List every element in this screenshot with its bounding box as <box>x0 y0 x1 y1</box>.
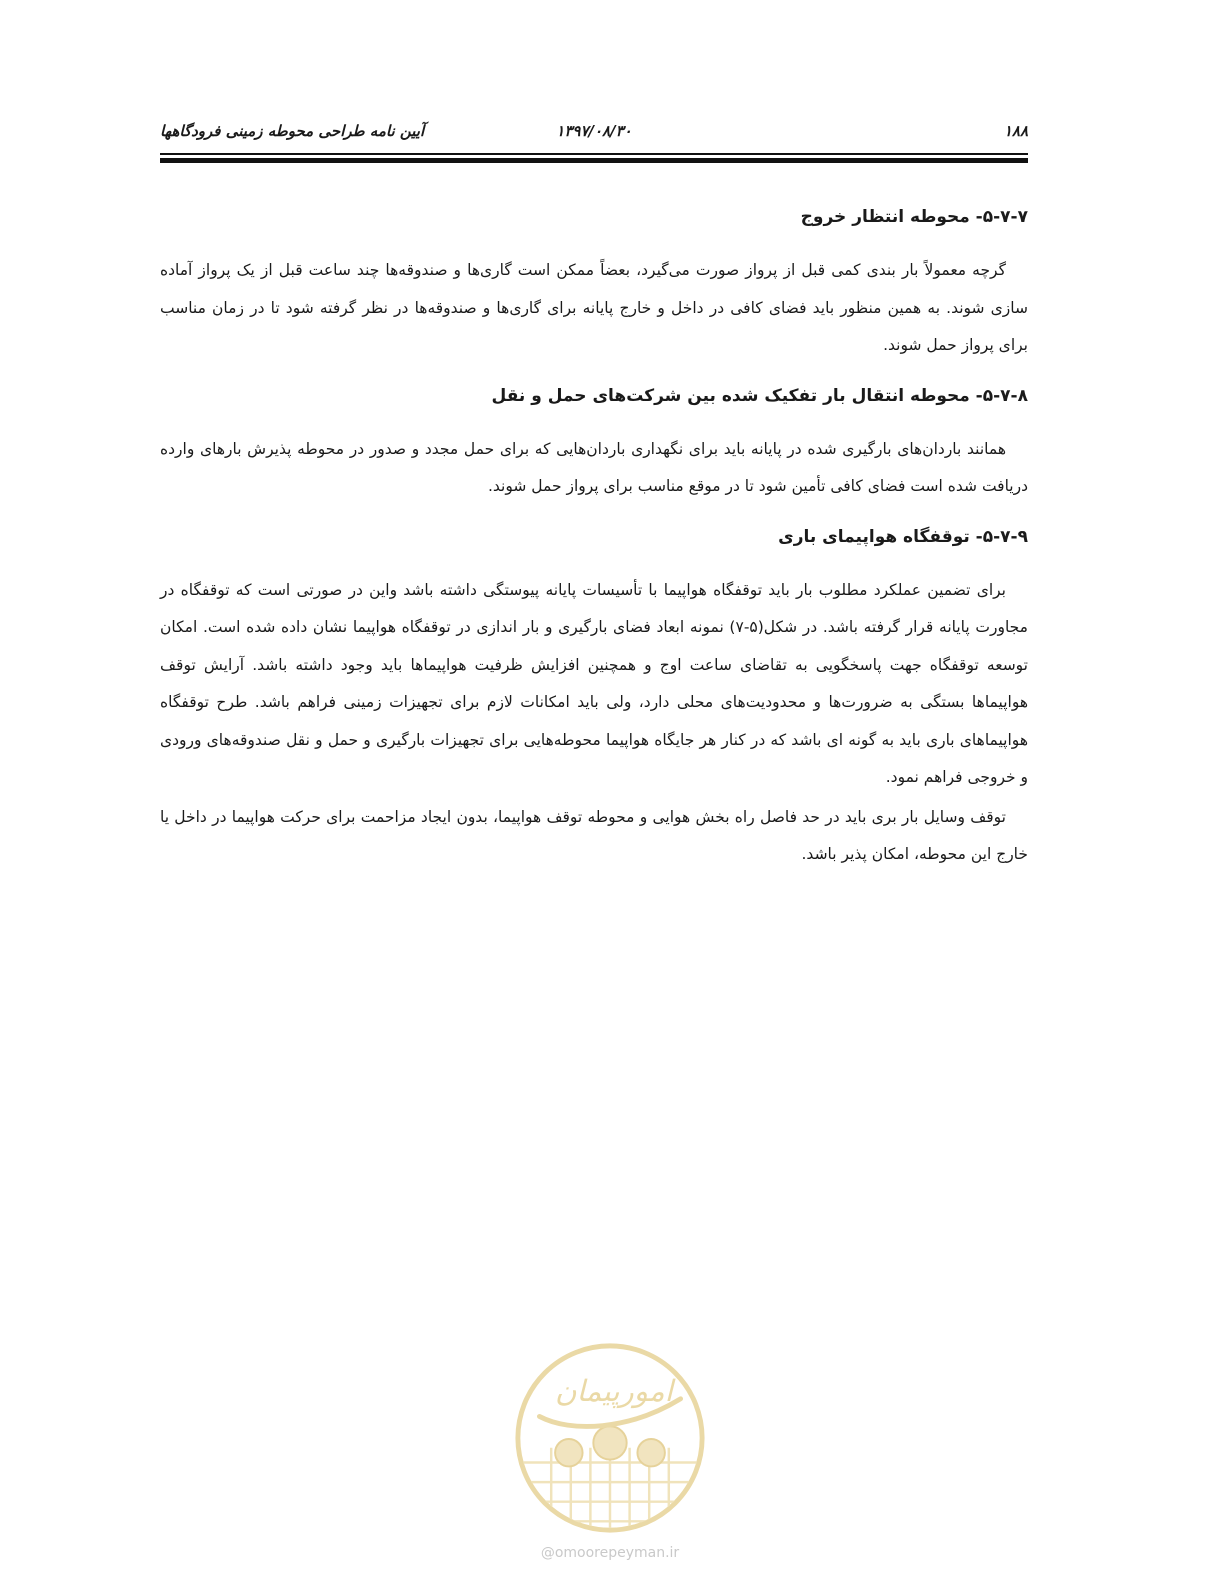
page-header <box>160 118 1028 148</box>
section-cargo-aircraft-apron <box>160 520 1028 874</box>
logo-calligraphy: امورپیمان <box>554 1373 673 1408</box>
section-heading: ۵-۷-۹- توقفگاه هواپیمای باری <box>778 526 1028 547</box>
paragraph: توقف وسایل بار بری باید در حد فاصل راه بخش هوایی و محوطه توقف هواپیما، بدون ایجاد مزاحمت برای حرکت هواپیما در داخل یا خارج این محوطه، امکان پذیر باشد. <box>160 807 1028 863</box>
document-date: ۱۳۹۷/۰۸/۳۰ <box>556 122 632 140</box>
paragraph: گرچه معمولاً بار بندی کمی قبل از پرواز صورت می‌گیرد، بعضاً ممکن است گاری‌ها و صندوقه‌ها چند ساعت قبل از یک پرواز آماده سازی شوند. به همین منظور باید فضای کافی در داخل و خارج پایانه برای گاری‌ها و صندوقه‌ها در نظر گرفته شود تا در زمان مناسب برای پرواز حمل شوند. <box>160 261 1028 354</box>
page-number: ۱۸۸ <box>1003 122 1028 140</box>
paragraph: همانند باردان‌های بارگیری شده در پایانه باید برای نگهداری باردان‌هایی که برای حمل مجدد و صدور در محوطه پذیرش بارهای وارده دریافت شده است فضای کافی تأمین شود تا در موقع مناسب برای پرواز حمل شوند. <box>160 439 1028 495</box>
section-heading: ۵-۷-۷- محوطه انتظار خروج <box>800 207 1028 227</box>
omoorepeyman-logo-watermark <box>512 1340 708 1536</box>
logo-grid <box>512 1448 708 1536</box>
section-heading: ۵-۷-۸- محوطه انتقال بار تفکیک شده بین شرکت‌های حمل و نقل <box>491 385 1028 406</box>
section-departure-waiting-area <box>160 200 1028 365</box>
paragraph: برای تضمین عملکرد مطلوب بار باید توقفگاه هواپیما با تأسیسات پایانه پیوستگی داشته باشد واین در صورتی است که توقفگاه در مجاورت پایانه قرار گرفته باشد. در شکل(۵-۷) نمونه ابعاد فضای بارگیری و بار اندازی در توقفگاه هواپیما نشان داده شده است. امکان توسعه توقفگاه جهت پاسخگویی به تقاضای ساعت اوج و همچنین افزایش ظرفیت هواپیماها باید وجود داشته باشد. آرایش توقف هواپیماها بستگی به ضرورت‌ها و محدودیت‌های محلی دارد، ولی باید امکانات لازم برای تجهیزات زمینی فراهم باشد. طرح توقفگاه هواپیماهای باری باید به گونه ای باشد که در کنار هر جایگاه هواپیما محوطه‌هایی برای تجهیزات بارگیری و حمل و نقل صندوقه‌های ورودی و خروجی فراهم نمود. <box>160 580 1028 786</box>
logo-gears <box>555 1426 665 1466</box>
header-divider-thick <box>160 158 1028 163</box>
document-title: آیین نامه طراحی محوطه زمینی فرودگاهها <box>160 122 425 140</box>
section-transfer-cargo-area <box>160 379 1028 506</box>
document-body <box>160 200 1028 888</box>
header-divider-thin <box>160 153 1028 155</box>
watermark-url: @omoorepeyman.ir <box>540 1545 680 1561</box>
